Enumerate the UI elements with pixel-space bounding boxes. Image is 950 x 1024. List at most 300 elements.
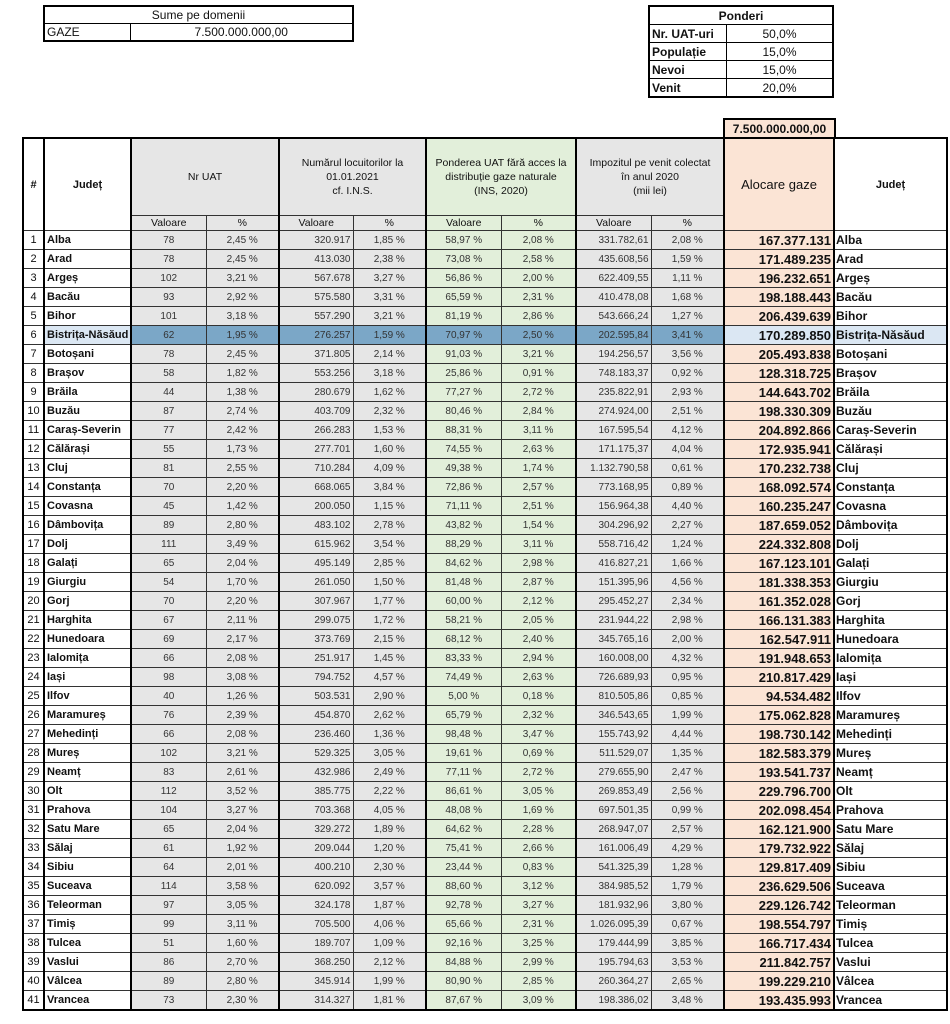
- row-impozit-pct[interactable]: 0,67 %: [651, 915, 724, 934]
- row-pondere-value[interactable]: 80,90 %: [426, 972, 501, 991]
- row-populatie-value[interactable]: 209.044: [279, 839, 353, 858]
- row-impozit-value[interactable]: 279.655,90: [576, 763, 651, 782]
- row-alocare[interactable]: 181.338.353: [724, 573, 834, 592]
- row-populatie-value[interactable]: 705.500: [279, 915, 353, 934]
- row-populatie-pct[interactable]: 3,18 %: [353, 364, 426, 383]
- row-impozit-value[interactable]: 345.765,16: [576, 630, 651, 649]
- row-pondere-pct[interactable]: 2,86 %: [501, 307, 576, 326]
- row-pondere-value[interactable]: 65,66 %: [426, 915, 501, 934]
- row-populatie-pct[interactable]: 1,87 %: [353, 896, 426, 915]
- row-nr-uat-value[interactable]: 78: [131, 345, 206, 364]
- row-impozit-pct[interactable]: 1,24 %: [651, 535, 724, 554]
- table-row[interactable]: [23, 383, 947, 402]
- row-judet[interactable]: Satu Mare: [44, 820, 131, 839]
- row-impozit-value[interactable]: 543.666,24: [576, 307, 651, 326]
- row-impozit-pct[interactable]: 3,56 %: [651, 345, 724, 364]
- row-index[interactable]: 3: [23, 269, 44, 288]
- row-pondere-value[interactable]: 73,08 %: [426, 250, 501, 269]
- row-impozit-pct[interactable]: 4,44 %: [651, 725, 724, 744]
- row-nr-uat-pct[interactable]: 2,80 %: [206, 516, 279, 535]
- row-judet[interactable]: Timiș: [44, 915, 131, 934]
- row-index[interactable]: 35: [23, 877, 44, 896]
- row-judet-right[interactable]: Vaslui: [834, 953, 947, 972]
- table-row[interactable]: [23, 573, 947, 592]
- row-alocare[interactable]: 167.377.131: [724, 231, 834, 250]
- row-pondere-value[interactable]: 48,08 %: [426, 801, 501, 820]
- row-populatie-pct[interactable]: 1,62 %: [353, 383, 426, 402]
- row-alocare[interactable]: 236.629.506: [724, 877, 834, 896]
- table-row[interactable]: [23, 478, 947, 497]
- row-index[interactable]: 20: [23, 592, 44, 611]
- row-pondere-pct[interactable]: 3,21 %: [501, 345, 576, 364]
- table-row[interactable]: [23, 459, 947, 478]
- row-nr-uat-pct[interactable]: 2,17 %: [206, 630, 279, 649]
- row-pondere-pct[interactable]: 3,25 %: [501, 934, 576, 953]
- row-pondere-value[interactable]: 71,11 %: [426, 497, 501, 516]
- row-impozit-value[interactable]: 274.924,00: [576, 402, 651, 421]
- row-nr-uat-value[interactable]: 98: [131, 668, 206, 687]
- row-populatie-pct[interactable]: 1,72 %: [353, 611, 426, 630]
- row-alocare[interactable]: 94.534.482: [724, 687, 834, 706]
- row-nr-uat-value[interactable]: 77: [131, 421, 206, 440]
- row-pondere-pct[interactable]: 2,40 %: [501, 630, 576, 649]
- row-impozit-pct[interactable]: 2,57 %: [651, 820, 724, 839]
- row-nr-uat-pct[interactable]: 3,58 %: [206, 877, 279, 896]
- row-index[interactable]: 12: [23, 440, 44, 459]
- row-populatie-value[interactable]: 200.050: [279, 497, 353, 516]
- row-judet[interactable]: Bistrița-Năsăud: [44, 326, 131, 345]
- row-populatie-value[interactable]: 276.257: [279, 326, 353, 345]
- table-row[interactable]: [23, 250, 947, 269]
- row-pondere-value[interactable]: 49,38 %: [426, 459, 501, 478]
- row-populatie-value[interactable]: 345.914: [279, 972, 353, 991]
- table-row[interactable]: [23, 725, 947, 744]
- row-pondere-pct[interactable]: 2,12 %: [501, 592, 576, 611]
- row-nr-uat-pct[interactable]: 2,11 %: [206, 611, 279, 630]
- row-judet-right[interactable]: Suceava: [834, 877, 947, 896]
- row-index[interactable]: 8: [23, 364, 44, 383]
- row-alocare[interactable]: 161.352.028: [724, 592, 834, 611]
- row-impozit-pct[interactable]: 4,56 %: [651, 573, 724, 592]
- table-row[interactable]: [23, 345, 947, 364]
- row-nr-uat-value[interactable]: 114: [131, 877, 206, 896]
- row-nr-uat-value[interactable]: 78: [131, 231, 206, 250]
- row-nr-uat-value[interactable]: 112: [131, 782, 206, 801]
- row-populatie-value[interactable]: 403.709: [279, 402, 353, 421]
- row-judet-right[interactable]: Mehedinți: [834, 725, 947, 744]
- row-impozit-value[interactable]: 167.595,54: [576, 421, 651, 440]
- row-pondere-pct[interactable]: 2,31 %: [501, 288, 576, 307]
- row-judet-right[interactable]: Harghita: [834, 611, 947, 630]
- row-nr-uat-value[interactable]: 54: [131, 573, 206, 592]
- row-judet-right[interactable]: Mureș: [834, 744, 947, 763]
- row-index[interactable]: 1: [23, 231, 44, 250]
- row-index[interactable]: 36: [23, 896, 44, 915]
- row-nr-uat-pct[interactable]: 2,30 %: [206, 991, 279, 1011]
- row-judet-right[interactable]: Caraș-Severin: [834, 421, 947, 440]
- row-pondere-value[interactable]: 81,48 %: [426, 573, 501, 592]
- row-index[interactable]: 17: [23, 535, 44, 554]
- table-row[interactable]: [23, 402, 947, 421]
- table-row[interactable]: [23, 516, 947, 535]
- row-impozit-pct[interactable]: 4,04 %: [651, 440, 724, 459]
- row-nr-uat-pct[interactable]: 1,42 %: [206, 497, 279, 516]
- row-populatie-pct[interactable]: 1,36 %: [353, 725, 426, 744]
- row-alocare[interactable]: 172.935.941: [724, 440, 834, 459]
- row-judet[interactable]: Sălaj: [44, 839, 131, 858]
- table-row[interactable]: [23, 535, 947, 554]
- row-populatie-value[interactable]: 620.092: [279, 877, 353, 896]
- row-pondere-value[interactable]: 88,60 %: [426, 877, 501, 896]
- row-judet-right[interactable]: Iași: [834, 668, 947, 687]
- row-nr-uat-value[interactable]: 102: [131, 744, 206, 763]
- row-index[interactable]: 41: [23, 991, 44, 1011]
- row-alocare[interactable]: 193.541.737: [724, 763, 834, 782]
- row-index[interactable]: 38: [23, 934, 44, 953]
- row-impozit-pct[interactable]: 3,53 %: [651, 953, 724, 972]
- table-row[interactable]: [23, 744, 947, 763]
- ponderi-label[interactable]: Nevoi: [649, 61, 727, 79]
- row-impozit-value[interactable]: 511.529,07: [576, 744, 651, 763]
- row-judet-right[interactable]: Bistrița-Năsăud: [834, 326, 947, 345]
- ponderi-label[interactable]: Nr. UAT-uri: [649, 25, 727, 43]
- row-index[interactable]: 30: [23, 782, 44, 801]
- row-pondere-value[interactable]: 60,00 %: [426, 592, 501, 611]
- row-nr-uat-value[interactable]: 89: [131, 516, 206, 535]
- row-populatie-pct[interactable]: 2,12 %: [353, 953, 426, 972]
- row-alocare[interactable]: 198.730.142: [724, 725, 834, 744]
- row-index[interactable]: 7: [23, 345, 44, 364]
- row-nr-uat-value[interactable]: 83: [131, 763, 206, 782]
- row-judet[interactable]: Constanța: [44, 478, 131, 497]
- row-alocare[interactable]: 196.232.651: [724, 269, 834, 288]
- row-pondere-value[interactable]: 88,29 %: [426, 535, 501, 554]
- row-pondere-value[interactable]: 74,55 %: [426, 440, 501, 459]
- row-nr-uat-pct[interactable]: 1,60 %: [206, 934, 279, 953]
- row-populatie-value[interactable]: 615.962: [279, 535, 353, 554]
- sume-label[interactable]: GAZE: [44, 24, 130, 42]
- row-populatie-pct[interactable]: 1,50 %: [353, 573, 426, 592]
- row-populatie-value[interactable]: 299.075: [279, 611, 353, 630]
- row-nr-uat-pct[interactable]: 2,01 %: [206, 858, 279, 877]
- row-nr-uat-pct[interactable]: 3,11 %: [206, 915, 279, 934]
- row-judet-right[interactable]: Gorj: [834, 592, 947, 611]
- row-alocare[interactable]: 191.948.653: [724, 649, 834, 668]
- row-pondere-value[interactable]: 56,86 %: [426, 269, 501, 288]
- row-populatie-value[interactable]: 432.986: [279, 763, 353, 782]
- row-pondere-value[interactable]: 58,97 %: [426, 231, 501, 250]
- row-populatie-value[interactable]: 314.327: [279, 991, 353, 1011]
- row-impozit-pct[interactable]: 3,48 %: [651, 991, 724, 1011]
- row-populatie-value[interactable]: 266.283: [279, 421, 353, 440]
- row-index[interactable]: 14: [23, 478, 44, 497]
- row-nr-uat-pct[interactable]: 1,38 %: [206, 383, 279, 402]
- row-judet-right[interactable]: Ilfov: [834, 687, 947, 706]
- row-pondere-value[interactable]: 70,97 %: [426, 326, 501, 345]
- table-row[interactable]: [23, 839, 947, 858]
- row-index[interactable]: 33: [23, 839, 44, 858]
- row-judet[interactable]: Vâlcea: [44, 972, 131, 991]
- table-row[interactable]: [23, 269, 947, 288]
- row-pondere-pct[interactable]: 2,00 %: [501, 269, 576, 288]
- row-judet-right[interactable]: Sibiu: [834, 858, 947, 877]
- row-judet[interactable]: Covasna: [44, 497, 131, 516]
- row-judet[interactable]: Brăila: [44, 383, 131, 402]
- row-populatie-pct[interactable]: 1,85 %: [353, 231, 426, 250]
- row-index[interactable]: 23: [23, 649, 44, 668]
- row-nr-uat-value[interactable]: 65: [131, 820, 206, 839]
- row-populatie-pct[interactable]: 2,85 %: [353, 554, 426, 573]
- row-impozit-pct[interactable]: 0,92 %: [651, 364, 724, 383]
- row-populatie-value[interactable]: 236.460: [279, 725, 353, 744]
- row-judet-right[interactable]: Buzău: [834, 402, 947, 421]
- ponderi-value[interactable]: 15,0%: [727, 43, 834, 61]
- row-nr-uat-pct[interactable]: 2,20 %: [206, 478, 279, 497]
- row-impozit-value[interactable]: 179.444,99: [576, 934, 651, 953]
- row-pondere-value[interactable]: 88,31 %: [426, 421, 501, 440]
- row-nr-uat-pct[interactable]: 1,95 %: [206, 326, 279, 345]
- row-populatie-pct[interactable]: 3,21 %: [353, 307, 426, 326]
- row-populatie-value[interactable]: 529.325: [279, 744, 353, 763]
- row-index[interactable]: 11: [23, 421, 44, 440]
- row-populatie-pct[interactable]: 3,84 %: [353, 478, 426, 497]
- row-populatie-value[interactable]: 251.917: [279, 649, 353, 668]
- row-nr-uat-pct[interactable]: 3,49 %: [206, 535, 279, 554]
- row-impozit-value[interactable]: 304.296,92: [576, 516, 651, 535]
- row-index[interactable]: 2: [23, 250, 44, 269]
- row-nr-uat-pct[interactable]: 2,04 %: [206, 820, 279, 839]
- row-nr-uat-pct[interactable]: 2,61 %: [206, 763, 279, 782]
- row-impozit-value[interactable]: 748.183,37: [576, 364, 651, 383]
- row-judet[interactable]: Suceava: [44, 877, 131, 896]
- row-index[interactable]: 37: [23, 915, 44, 934]
- row-nr-uat-pct[interactable]: 1,26 %: [206, 687, 279, 706]
- row-alocare[interactable]: 229.126.742: [724, 896, 834, 915]
- row-nr-uat-pct[interactable]: 1,92 %: [206, 839, 279, 858]
- row-populatie-pct[interactable]: 1,45 %: [353, 649, 426, 668]
- row-judet[interactable]: Harghita: [44, 611, 131, 630]
- row-pondere-value[interactable]: 84,62 %: [426, 554, 501, 573]
- row-impozit-pct[interactable]: 4,29 %: [651, 839, 724, 858]
- row-nr-uat-value[interactable]: 78: [131, 250, 206, 269]
- row-impozit-value[interactable]: 181.932,96: [576, 896, 651, 915]
- row-pondere-pct[interactable]: 3,27 %: [501, 896, 576, 915]
- row-impozit-value[interactable]: 195.794,63: [576, 953, 651, 972]
- row-alocare[interactable]: 170.232.738: [724, 459, 834, 478]
- row-pondere-value[interactable]: 92,16 %: [426, 934, 501, 953]
- table-row[interactable]: [23, 440, 947, 459]
- row-impozit-value[interactable]: 726.689,93: [576, 668, 651, 687]
- row-alocare[interactable]: 170.289.850: [724, 326, 834, 345]
- row-nr-uat-value[interactable]: 55: [131, 440, 206, 459]
- sume-value[interactable]: 7.500.000.000,00: [130, 24, 353, 42]
- row-judet[interactable]: Dolj: [44, 535, 131, 554]
- row-populatie-pct[interactable]: 1,53 %: [353, 421, 426, 440]
- row-nr-uat-pct[interactable]: 2,80 %: [206, 972, 279, 991]
- row-pondere-value[interactable]: 77,11 %: [426, 763, 501, 782]
- row-judet-right[interactable]: Prahova: [834, 801, 947, 820]
- row-judet-right[interactable]: Maramureș: [834, 706, 947, 725]
- row-nr-uat-value[interactable]: 89: [131, 972, 206, 991]
- row-pondere-pct[interactable]: 1,54 %: [501, 516, 576, 535]
- row-impozit-pct[interactable]: 2,51 %: [651, 402, 724, 421]
- row-nr-uat-value[interactable]: 70: [131, 592, 206, 611]
- row-impozit-pct[interactable]: 1,79 %: [651, 877, 724, 896]
- row-alocare[interactable]: 168.092.574: [724, 478, 834, 497]
- row-pondere-value[interactable]: 5,00 %: [426, 687, 501, 706]
- row-nr-uat-pct[interactable]: 2,45 %: [206, 250, 279, 269]
- row-impozit-value[interactable]: 156.964,38: [576, 497, 651, 516]
- row-judet-right[interactable]: Călărași: [834, 440, 947, 459]
- row-impozit-value[interactable]: 161.006,49: [576, 839, 651, 858]
- row-judet[interactable]: Brașov: [44, 364, 131, 383]
- row-pondere-value[interactable]: 83,33 %: [426, 649, 501, 668]
- row-nr-uat-pct[interactable]: 3,21 %: [206, 744, 279, 763]
- row-nr-uat-value[interactable]: 97: [131, 896, 206, 915]
- row-index[interactable]: 9: [23, 383, 44, 402]
- row-index[interactable]: 24: [23, 668, 44, 687]
- row-judet[interactable]: Vrancea: [44, 991, 131, 1011]
- row-nr-uat-pct[interactable]: 1,70 %: [206, 573, 279, 592]
- row-pondere-pct[interactable]: 2,63 %: [501, 440, 576, 459]
- ponderi-label[interactable]: Populație: [649, 43, 727, 61]
- row-alocare[interactable]: 202.098.454: [724, 801, 834, 820]
- row-index[interactable]: 25: [23, 687, 44, 706]
- row-pondere-pct[interactable]: 3,12 %: [501, 877, 576, 896]
- row-pondere-pct[interactable]: 2,84 %: [501, 402, 576, 421]
- row-impozit-pct[interactable]: 4,32 %: [651, 649, 724, 668]
- row-judet-right[interactable]: Satu Mare: [834, 820, 947, 839]
- row-impozit-pct[interactable]: 4,40 %: [651, 497, 724, 516]
- row-nr-uat-pct[interactable]: 3,08 %: [206, 668, 279, 687]
- row-populatie-value[interactable]: 668.065: [279, 478, 353, 497]
- row-alocare[interactable]: 224.332.808: [724, 535, 834, 554]
- row-judet[interactable]: Hunedoara: [44, 630, 131, 649]
- row-alocare[interactable]: 198.554.797: [724, 915, 834, 934]
- row-nr-uat-value[interactable]: 69: [131, 630, 206, 649]
- row-nr-uat-pct[interactable]: 2,70 %: [206, 953, 279, 972]
- row-alocare[interactable]: 144.643.702: [724, 383, 834, 402]
- row-impozit-pct[interactable]: 0,89 %: [651, 478, 724, 497]
- row-impozit-value[interactable]: 697.501,35: [576, 801, 651, 820]
- row-nr-uat-pct[interactable]: 1,82 %: [206, 364, 279, 383]
- row-pondere-value[interactable]: 91,03 %: [426, 345, 501, 364]
- row-populatie-pct[interactable]: 3,31 %: [353, 288, 426, 307]
- row-impozit-pct[interactable]: 2,93 %: [651, 383, 724, 402]
- row-pondere-value[interactable]: 68,12 %: [426, 630, 501, 649]
- row-populatie-pct[interactable]: 1,59 %: [353, 326, 426, 345]
- row-pondere-pct[interactable]: 2,32 %: [501, 706, 576, 725]
- row-nr-uat-value[interactable]: 61: [131, 839, 206, 858]
- row-populatie-pct[interactable]: 3,57 %: [353, 877, 426, 896]
- row-pondere-pct[interactable]: 2,08 %: [501, 231, 576, 250]
- row-populatie-pct[interactable]: 2,14 %: [353, 345, 426, 364]
- row-impozit-value[interactable]: 346.543,65: [576, 706, 651, 725]
- row-impozit-value[interactable]: 194.256,57: [576, 345, 651, 364]
- row-judet[interactable]: Maramureș: [44, 706, 131, 725]
- row-pondere-pct[interactable]: 2,94 %: [501, 649, 576, 668]
- row-index[interactable]: 6: [23, 326, 44, 345]
- row-pondere-value[interactable]: 65,79 %: [426, 706, 501, 725]
- row-alocare[interactable]: 129.817.409: [724, 858, 834, 877]
- row-impozit-pct[interactable]: 0,61 %: [651, 459, 724, 478]
- row-impozit-pct[interactable]: 3,41 %: [651, 326, 724, 345]
- table-row[interactable]: [23, 421, 947, 440]
- row-judet[interactable]: Vaslui: [44, 953, 131, 972]
- row-pondere-pct[interactable]: 2,51 %: [501, 497, 576, 516]
- table-row[interactable]: [23, 307, 947, 326]
- row-judet[interactable]: Giurgiu: [44, 573, 131, 592]
- row-nr-uat-value[interactable]: 40: [131, 687, 206, 706]
- row-impozit-pct[interactable]: 1,11 %: [651, 269, 724, 288]
- row-index[interactable]: 40: [23, 972, 44, 991]
- row-impozit-value[interactable]: 198.386,02: [576, 991, 651, 1011]
- row-nr-uat-value[interactable]: 81: [131, 459, 206, 478]
- row-pondere-value[interactable]: 43,82 %: [426, 516, 501, 535]
- row-judet-right[interactable]: Neamț: [834, 763, 947, 782]
- row-populatie-pct[interactable]: 4,05 %: [353, 801, 426, 820]
- row-alocare[interactable]: 187.659.052: [724, 516, 834, 535]
- row-nr-uat-value[interactable]: 44: [131, 383, 206, 402]
- row-impozit-value[interactable]: 202.595,84: [576, 326, 651, 345]
- row-index[interactable]: 31: [23, 801, 44, 820]
- row-alocare[interactable]: 182.583.379: [724, 744, 834, 763]
- row-index[interactable]: 22: [23, 630, 44, 649]
- row-judet[interactable]: Bihor: [44, 307, 131, 326]
- row-populatie-pct[interactable]: 2,15 %: [353, 630, 426, 649]
- row-impozit-value[interactable]: 435.608,56: [576, 250, 651, 269]
- row-populatie-value[interactable]: 324.178: [279, 896, 353, 915]
- row-judet[interactable]: Caraș-Severin: [44, 421, 131, 440]
- row-index[interactable]: 27: [23, 725, 44, 744]
- row-judet-right[interactable]: Bihor: [834, 307, 947, 326]
- row-index[interactable]: 26: [23, 706, 44, 725]
- table-row[interactable]: [23, 231, 947, 250]
- row-nr-uat-pct[interactable]: 3,18 %: [206, 307, 279, 326]
- table-row[interactable]: [23, 953, 947, 972]
- row-populatie-value[interactable]: 329.272: [279, 820, 353, 839]
- row-judet[interactable]: Bacău: [44, 288, 131, 307]
- row-pondere-value[interactable]: 81,19 %: [426, 307, 501, 326]
- row-pondere-value[interactable]: 98,48 %: [426, 725, 501, 744]
- row-nr-uat-value[interactable]: 45: [131, 497, 206, 516]
- row-pondere-pct[interactable]: 2,87 %: [501, 573, 576, 592]
- row-populatie-value[interactable]: 261.050: [279, 573, 353, 592]
- row-impozit-pct[interactable]: 1,27 %: [651, 307, 724, 326]
- row-nr-uat-pct[interactable]: 2,42 %: [206, 421, 279, 440]
- row-pondere-value[interactable]: 25,86 %: [426, 364, 501, 383]
- row-nr-uat-pct[interactable]: 2,08 %: [206, 649, 279, 668]
- row-alocare[interactable]: 179.732.922: [724, 839, 834, 858]
- row-judet-right[interactable]: Timiș: [834, 915, 947, 934]
- row-impozit-value[interactable]: 558.716,42: [576, 535, 651, 554]
- row-nr-uat-value[interactable]: 104: [131, 801, 206, 820]
- row-impozit-value[interactable]: 810.505,86: [576, 687, 651, 706]
- row-populatie-value[interactable]: 503.531: [279, 687, 353, 706]
- row-judet[interactable]: Galați: [44, 554, 131, 573]
- row-alocare[interactable]: 171.489.235: [724, 250, 834, 269]
- row-pondere-pct[interactable]: 2,98 %: [501, 554, 576, 573]
- row-judet-right[interactable]: Sălaj: [834, 839, 947, 858]
- row-populatie-pct[interactable]: 1,77 %: [353, 592, 426, 611]
- row-judet[interactable]: Argeș: [44, 269, 131, 288]
- row-pondere-pct[interactable]: 3,47 %: [501, 725, 576, 744]
- row-impozit-pct[interactable]: 2,27 %: [651, 516, 724, 535]
- table-row[interactable]: [23, 896, 947, 915]
- row-nr-uat-pct[interactable]: 3,52 %: [206, 782, 279, 801]
- row-nr-uat-value[interactable]: 102: [131, 269, 206, 288]
- row-impozit-pct[interactable]: 1,59 %: [651, 250, 724, 269]
